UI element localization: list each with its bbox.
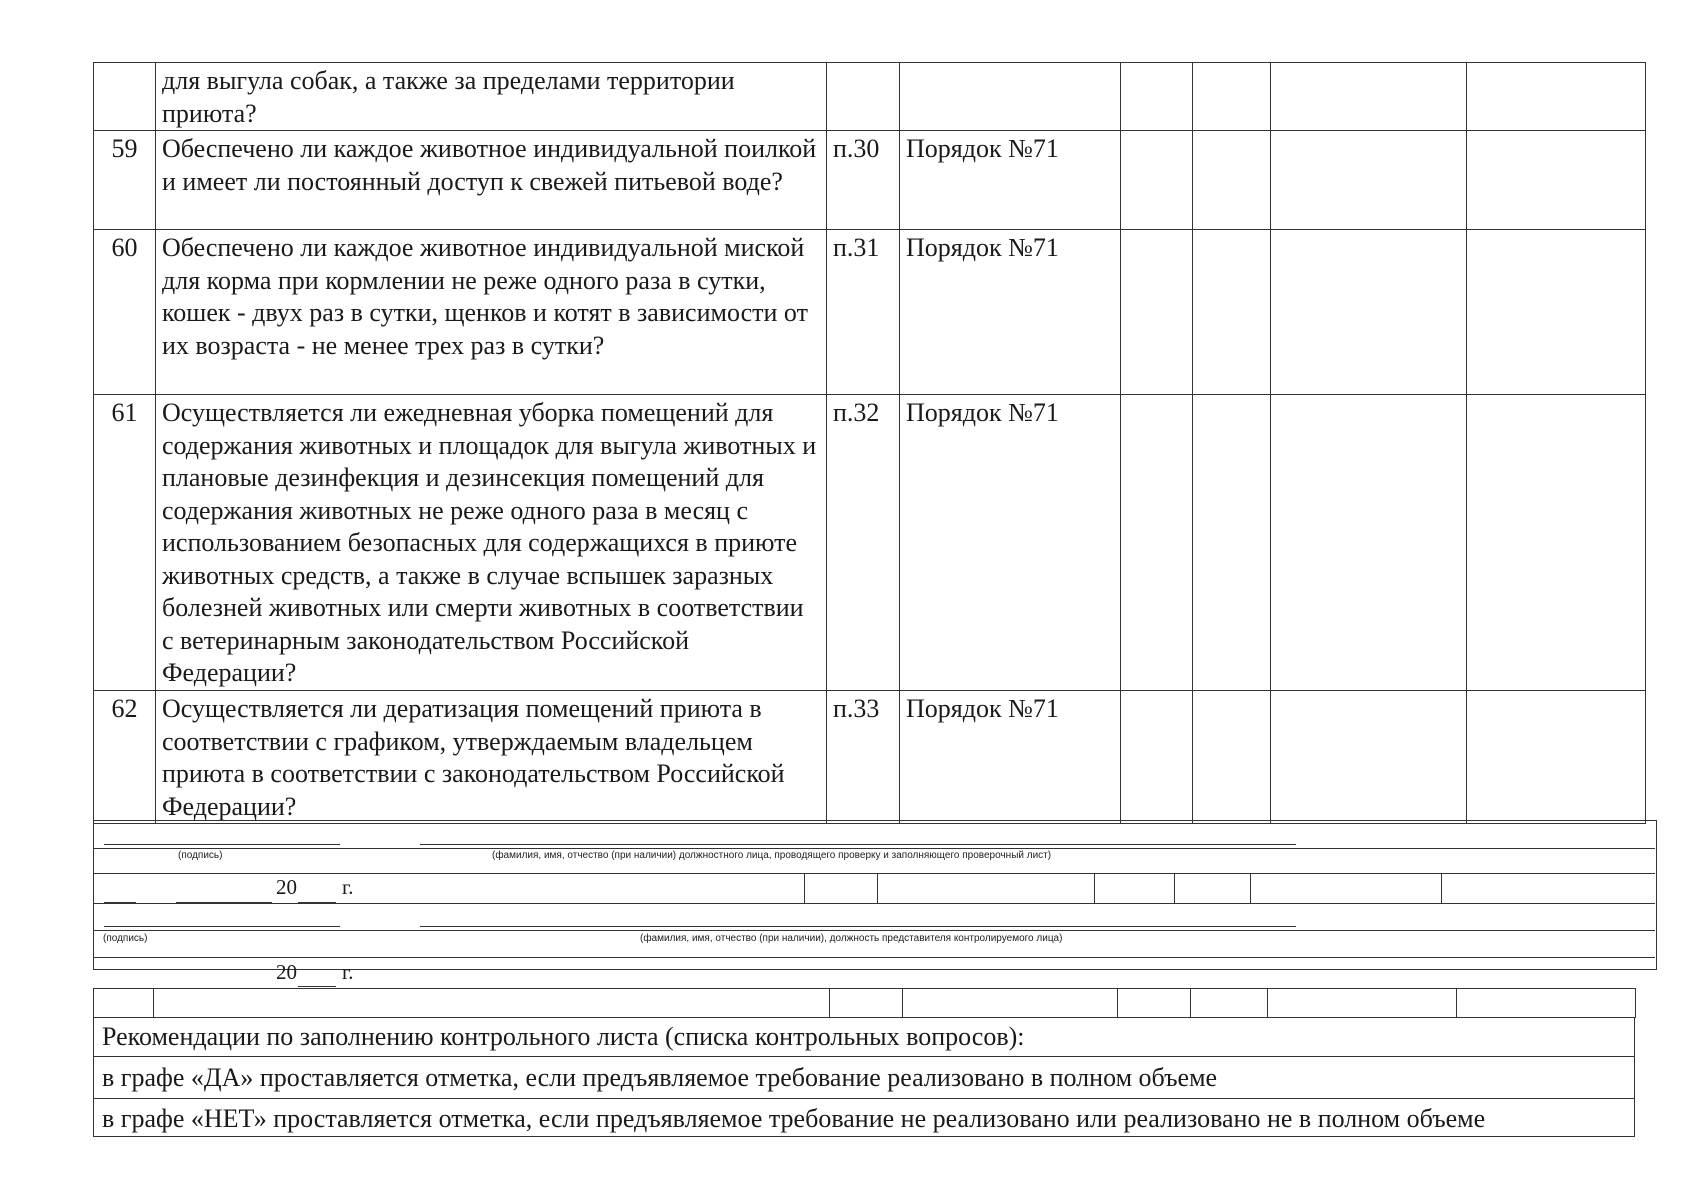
requirement-point: п.32 (827, 395, 900, 691)
blank-row-divider (1117, 988, 1118, 1018)
checklist-table (93, 62, 1646, 824)
date-row-divider (804, 873, 805, 903)
notes-cell[interactable] (1467, 230, 1646, 395)
notes-cell[interactable] (1467, 131, 1646, 230)
question-text: Осуществляется ли ежедневная уборка помещений для содержания животных и площадок для выгула животных и плановые дезинфекция и дезинсекция помещений для содержания животных не реже одного раза в месяц с использованием безопасных для содержащихся в приюте животных средств, а также в случае вспышек заразных болезней животных или смерти животных в соответствии с ветеринарным законодательством Российской Федерации? (156, 395, 827, 691)
date-year-2: 20 (276, 960, 297, 984)
blank-row-divider (829, 988, 830, 1018)
inspector-name-caption: (фамилия, имя, отчество (при наличии) должностного лица, проводящего проверку и заполняющего проверочный лист) (492, 850, 1052, 861)
recommendation-no: в графе «НЕТ» проставляется отметка, если предъявляемое требование не реализовано или реализовано не в полном объеме (93, 1098, 1635, 1137)
table-row (94, 395, 1646, 691)
table-row (94, 63, 1646, 131)
row-number: 61 (94, 395, 156, 691)
answer-cell-no[interactable] (1193, 395, 1271, 691)
signature-divider (93, 930, 1655, 931)
answer-cell-na[interactable] (1271, 230, 1467, 395)
controlled-signature-caption: (подпись) (103, 933, 148, 944)
answer-cell-na[interactable] (1271, 63, 1467, 131)
notes-cell[interactable] (1467, 691, 1646, 824)
answer-cell-na[interactable] (1271, 395, 1467, 691)
blank-row-divider (1267, 988, 1268, 1018)
table-row (94, 691, 1646, 824)
blank-row-border (93, 988, 94, 1018)
requirement-document (900, 63, 1121, 131)
question-text: для выгула собак, а также за пределами территории приюта? (156, 63, 827, 131)
signature-divider (93, 873, 1655, 874)
answer-cell-yes[interactable] (1121, 230, 1193, 395)
recommendation-yes: в графе «ДА» проставляется отметка, если предъявляемое требование реализовано в полном объеме (93, 1056, 1635, 1099)
answer-cell-no[interactable] (1193, 691, 1271, 824)
date-row-divider (1094, 873, 1095, 903)
notes-cell[interactable] (1467, 63, 1646, 131)
answer-cell-na[interactable] (1271, 691, 1467, 824)
requirement-point: п.30 (827, 131, 900, 230)
blank-row-divider (153, 988, 154, 1018)
blank-row-divider (1456, 988, 1457, 1018)
answer-cell-yes[interactable] (1121, 395, 1193, 691)
inspector-signature-caption: (подпись) (178, 850, 223, 861)
requirement-point: п.31 (827, 230, 900, 395)
signature-divider (93, 848, 1655, 849)
row-number: 62 (94, 691, 156, 824)
date-suffix-2: г. (342, 960, 354, 984)
blank-row-divider (902, 988, 903, 1018)
answer-cell-yes[interactable] (1121, 63, 1193, 131)
controlled-signature-line[interactable] (104, 926, 340, 927)
table-row (94, 131, 1646, 230)
answer-cell-na[interactable] (1271, 131, 1467, 230)
answer-cell-no[interactable] (1193, 230, 1271, 395)
row-number: 60 (94, 230, 156, 395)
signature-divider (93, 957, 1655, 958)
notes-cell[interactable] (1467, 395, 1646, 691)
table-row (94, 230, 1646, 395)
signature-divider (93, 903, 1655, 904)
requirement-document: Порядок №71 (900, 131, 1121, 230)
blank-row-divider (1190, 988, 1191, 1018)
answer-cell-yes[interactable] (1121, 691, 1193, 824)
question-text: Обеспечено ли каждое животное индивидуальной миской для корма при кормлении не реже одного раза в сутки, кошек - двух раз в сутки, щенков и котят в зависимости от их возраста - не менее трех раз в сутки? (156, 230, 827, 395)
requirement-point: п.33 (827, 691, 900, 824)
question-text: Осуществляется ли дератизация помещений приюта в соответствии с графиком, утверждаемым владельцем приюта в соответствии с законодательством Российской Федерации? (156, 691, 827, 824)
question-text: Обеспечено ли каждое животное индивидуальной поилкой и имеет ли постоянный доступ к свежей питьевой воде? (156, 131, 827, 230)
date-suffix-1: г. (342, 875, 354, 899)
inspector-name-line[interactable] (420, 844, 1296, 845)
date-year-line[interactable] (298, 986, 336, 987)
answer-cell-no[interactable] (1193, 131, 1271, 230)
signature-block (93, 820, 1657, 970)
controlled-name-line[interactable] (420, 926, 1296, 927)
blank-row-top (93, 988, 1635, 989)
date-row-divider (1174, 873, 1175, 903)
row-number (94, 63, 156, 131)
answer-cell-no[interactable] (1193, 63, 1271, 131)
date-row-divider (1250, 873, 1251, 903)
requirement-document: Порядок №71 (900, 230, 1121, 395)
requirement-document: Порядок №71 (900, 395, 1121, 691)
requirement-document: Порядок №71 (900, 691, 1121, 824)
requirement-point (827, 63, 900, 131)
row-number: 59 (94, 131, 156, 230)
inspector-signature-line[interactable] (104, 844, 340, 845)
controlled-name-caption: (фамилия, имя, отчество (при наличии), должность представителя контролируемого лица) (640, 933, 1063, 944)
blank-row-border (1635, 988, 1636, 1018)
answer-cell-yes[interactable] (1121, 131, 1193, 230)
recommendations-title: Рекомендации по заполнению контрольного листа (списка контрольных вопросов): (93, 1017, 1635, 1057)
date-row-divider (1441, 873, 1442, 903)
date-row-divider (877, 873, 878, 903)
date-year-1: 20 (276, 875, 297, 899)
